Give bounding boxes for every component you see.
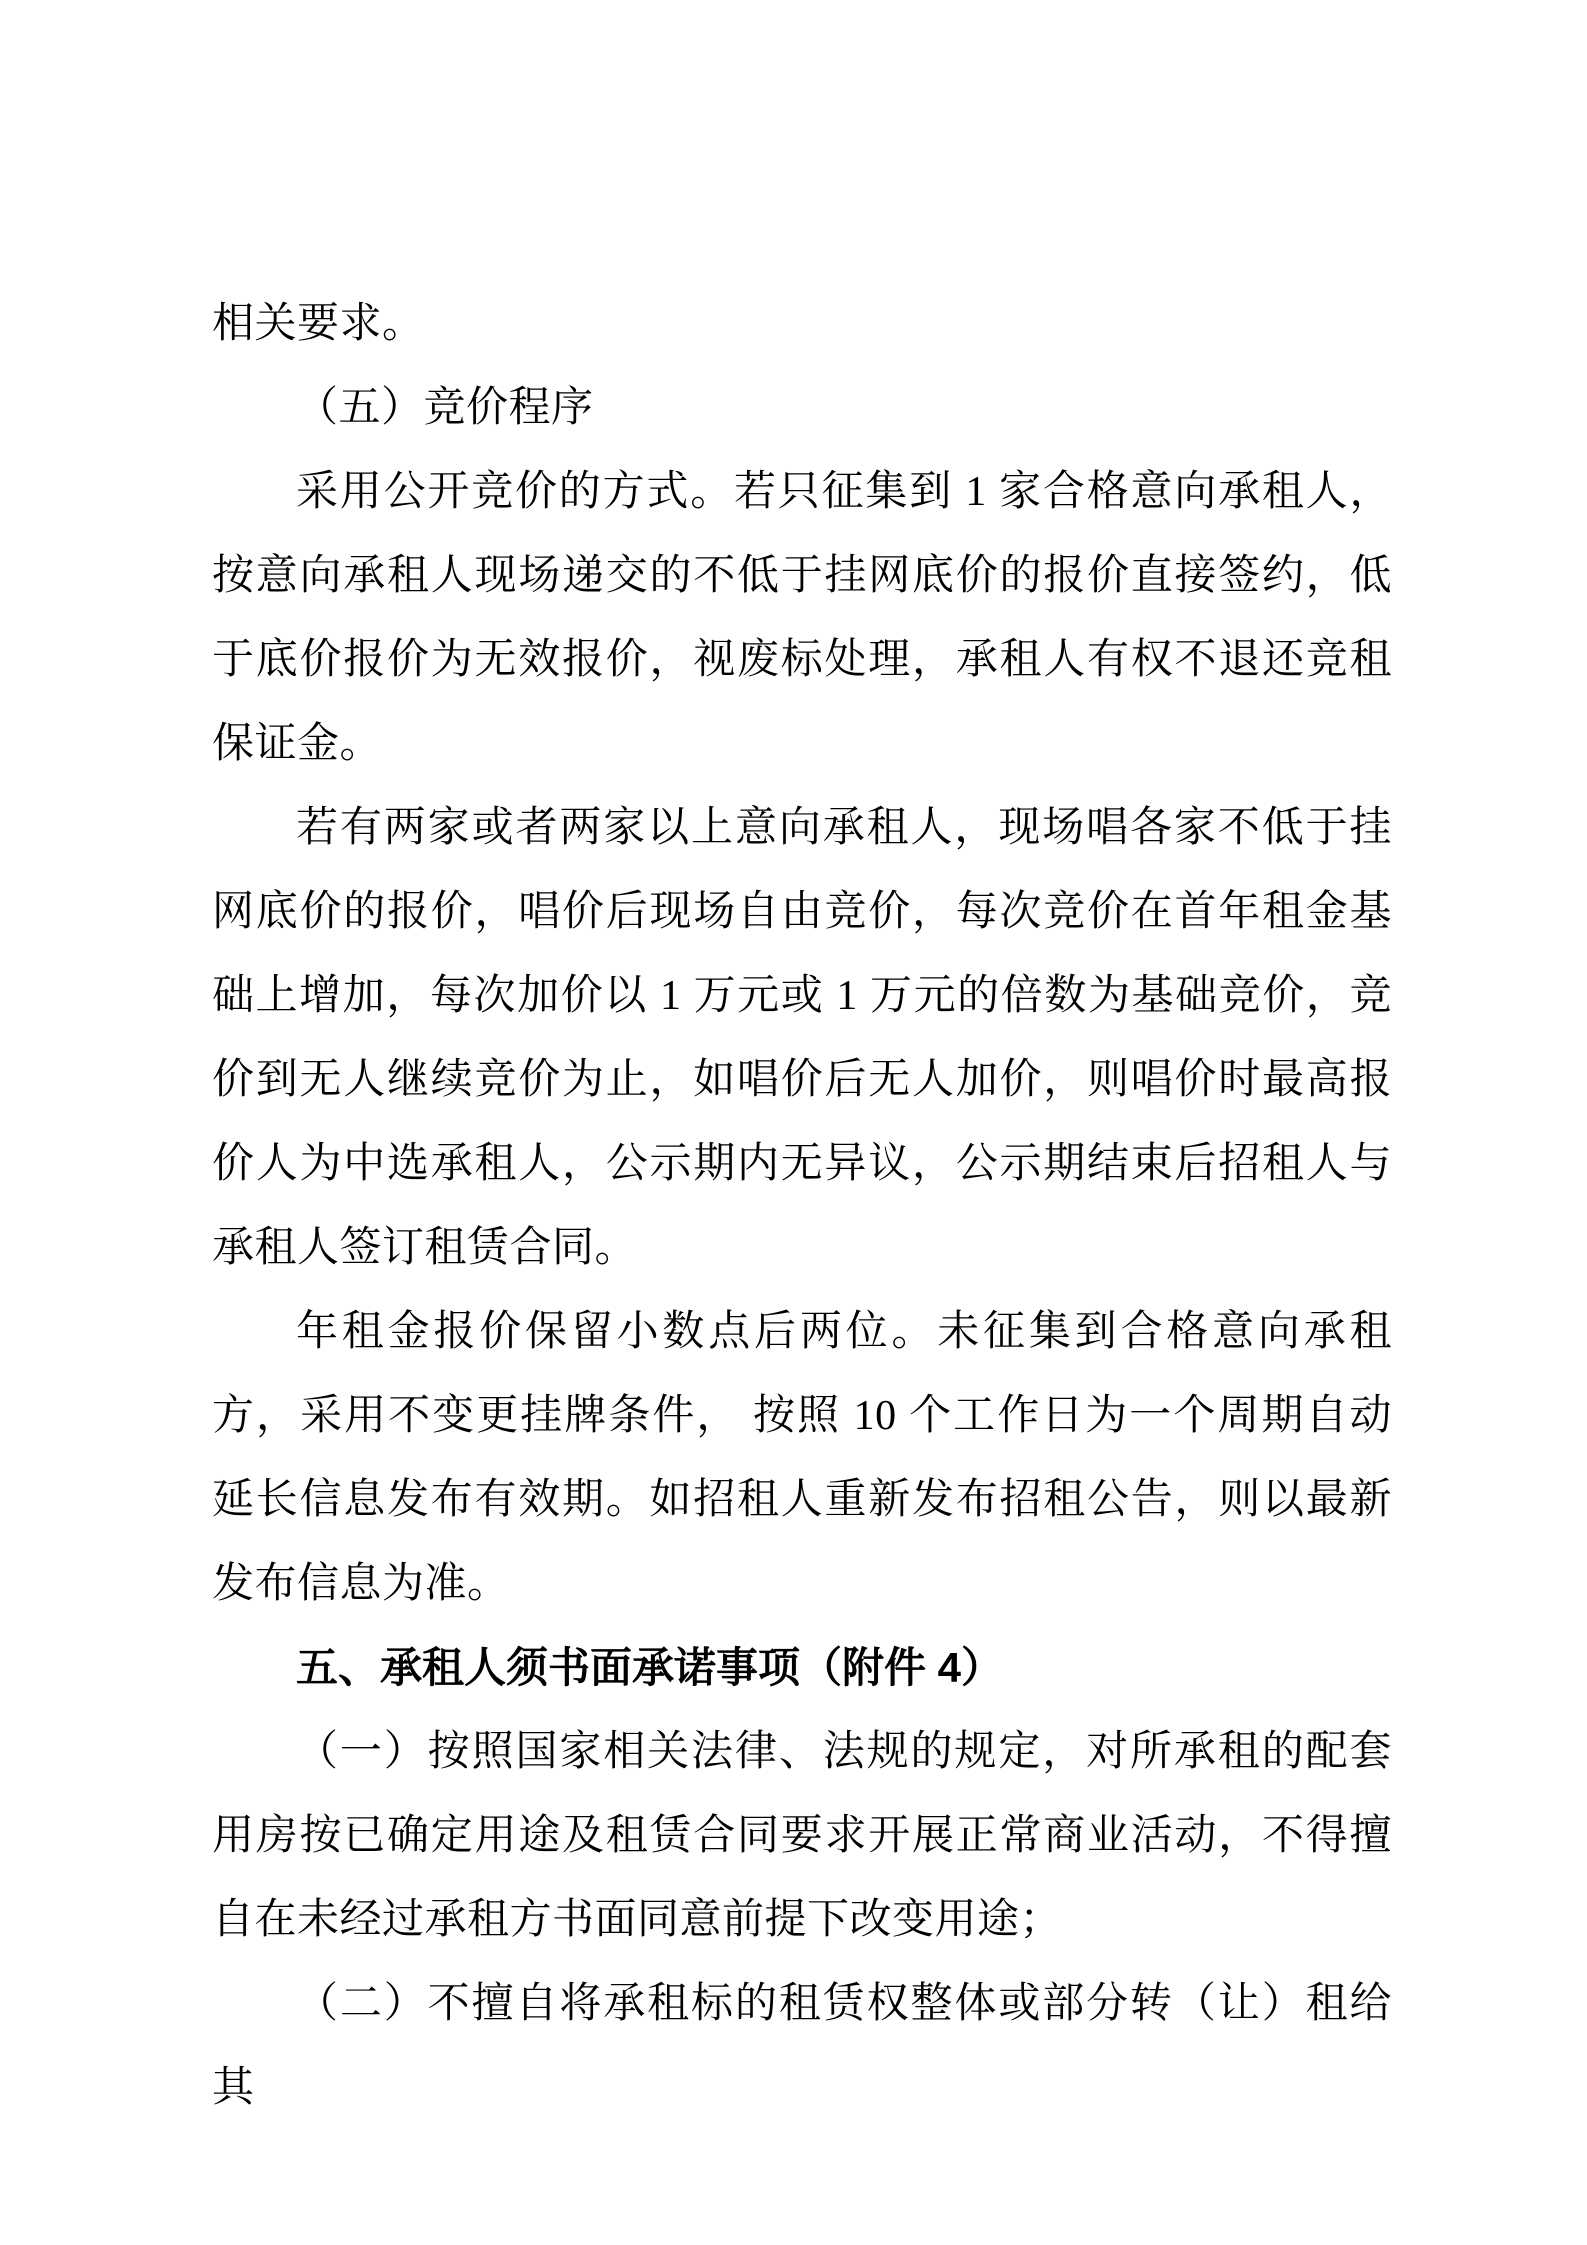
subsection-heading-bidding-procedure: （五）竞价程序	[296, 385, 594, 431]
paragraph-open-bidding-method: 采用公开竞价的方式。若只征集到 1 家合格意向承租人，按意向承租人现场递交的不低于挂网底价的报价直接签约，低于底价报价为无效报价，视废标处理，承租人有权不退还竞租保证金。	[212, 469, 1392, 767]
paragraph-commitment-1: （一）按照国家相关法律、法规的规定，对所承租的配套用房按已确定用途及租赁合同要求开展正常商业活动，不得擅自在未经过承租方书面同意前提下改变用途；	[212, 1729, 1392, 1943]
section-heading-tenant-commitments: 五、承租人须书面承诺事项（附件 4）	[296, 1644, 1004, 1691]
paragraph-commitment-2: （二）不擅自将承租标的租赁权整体或部分转（让）租给其	[212, 1981, 1392, 2111]
paragraph-multiple-bidders: 若有两家或者两家以上意向承租人，现场唱各家不低于挂网底价的报价，唱价后现场自由竞价，每次竞价在首年租金基础上增加，每次加价以 1 万元或 1 万元的倍数为基础竞价，竞价到无人继续竞价为止，如唱价后无人加价，则唱价时最高报价人为中选承租人，公示期内无异议，公示期结束后招租人与承租人签订租赁合同。	[212, 805, 1392, 1271]
paragraph-continuation: 相关要求。	[212, 301, 425, 347]
document-body	[212, 282, 1392, 2130]
paragraph-annual-rent-quote: 年租金报价保留小数点后两位。未征集到合格意向承租方，采用不变更挂牌条件， 按照 10 个工作日为一个周期自动延长信息发布有效期。如招租人重新发布招租公告，则以最新发布信息为准。	[212, 1309, 1392, 1607]
